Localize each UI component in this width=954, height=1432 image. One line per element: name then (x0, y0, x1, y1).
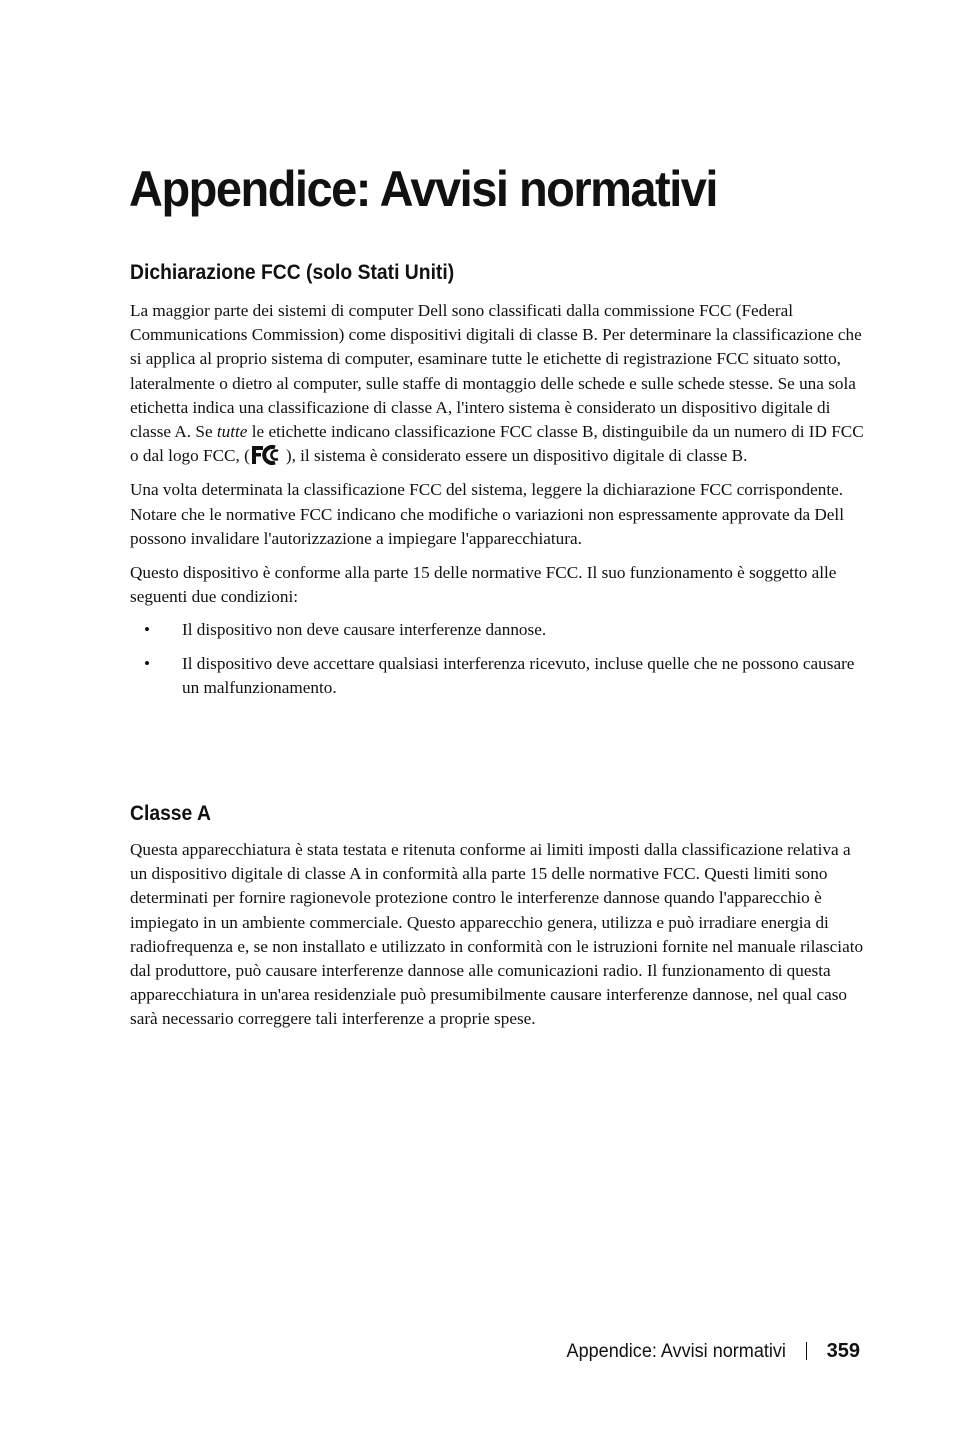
class-a-section-body (130, 838, 866, 1032)
section-heading-class-a: Classe A (130, 802, 211, 825)
fcc-paragraph-1-italic: tutte (216, 422, 248, 442)
list-item (130, 652, 866, 700)
bullet-icon: • (144, 620, 151, 640)
fcc-paragraph-1 (130, 299, 866, 468)
fcc-section-body (130, 299, 866, 709)
list-item (130, 618, 866, 642)
footer-title: Appendice: Avvisi normativi (566, 1341, 786, 1362)
list-item-text: Il dispositivo deve accettare qualsiasi interferenza ricevuto, incluse quelle che ne possono causare un malfunzionamento. (182, 653, 855, 697)
page-footer (555, 1336, 860, 1367)
page-number: 359 (826, 1340, 860, 1362)
fcc-paragraph-2: Una volta determinata la classificazione FCC del sistema, leggere la dichiarazione FCC corrispondente. Notare che le normative FCC indicano che modifiche o variazioni non espressamente approvate da Dell possono invalidare l'autorizzazione a impiegare l'apparecchiatura. (130, 480, 844, 548)
fcc-paragraph-1-text-b: le etichette indicano classificazione FCC classe B, distinguibile da un numero di ID FCC o dal logo FCC, ( (130, 422, 864, 466)
fcc-logo-icon (251, 444, 285, 466)
section-heading-fcc: Dichiarazione FCC (solo Stati Uniti) (130, 261, 455, 284)
footer-divider (806, 1342, 807, 1360)
fcc-paragraph-1-text-c: ), il sistema è considerato essere un dispositivo digitale di classe B. (285, 446, 748, 466)
conditions-list (130, 618, 866, 700)
fcc-paragraph-1-text-a: La maggior parte dei sistemi di computer Dell sono classificati dalla commissione FCC (Federal Communications Commission) come dispositivi digitali di classe B. Per determinare la classificazione che si applica al proprio sistema di computer, esaminare tutte le etichette di registrazione FCC situato sotto, lateralmente o dietro al computer, sulle staffe di montaggio delle schede e sulle schede stesse. Se una sola etichetta indica una classificazione di classe A, l'intero sistema è considerato un dispositivo digitale di classe A. Se (130, 301, 862, 442)
bullet-icon: • (144, 653, 151, 673)
list-item-text: Il dispositivo non deve causare interferenze dannose. (182, 620, 547, 640)
fcc-paragraph-3: Questo dispositivo è conforme alla parte 15 delle normative FCC. Il suo funzionamento è soggetto alle seguenti due condizioni: (130, 563, 837, 607)
page-title: Appendice: Avvisi normativi (129, 161, 717, 217)
class-a-paragraph: Questa apparecchiatura è stata testata e ritenuta conforme ai limiti imposti dalla classificazione relativa a un dispositivo digitale di classe A in conformità alla parte 15 delle normative FCC. Questi limiti sono determinati per fornire ragionevole protezione contro le interferenze dannose quando l'apparecchio è impiegato in un ambiente commerciale. Questo apparecchio genera, utilizza e può irradiare energia di radiofrequenza e, se non installato e utilizzato in conformità con le istruzioni fornite nel manuale rilasciato dal produttore, può causare interferenze dannose alle comunicazioni radio. Il funzionamento di questa apparecchiatura in un'area residenziale può presumibilmente causare interferenze dannose, nel qual caso sarà necessario correggere tali interferenze a proprie spese. (130, 840, 864, 1029)
